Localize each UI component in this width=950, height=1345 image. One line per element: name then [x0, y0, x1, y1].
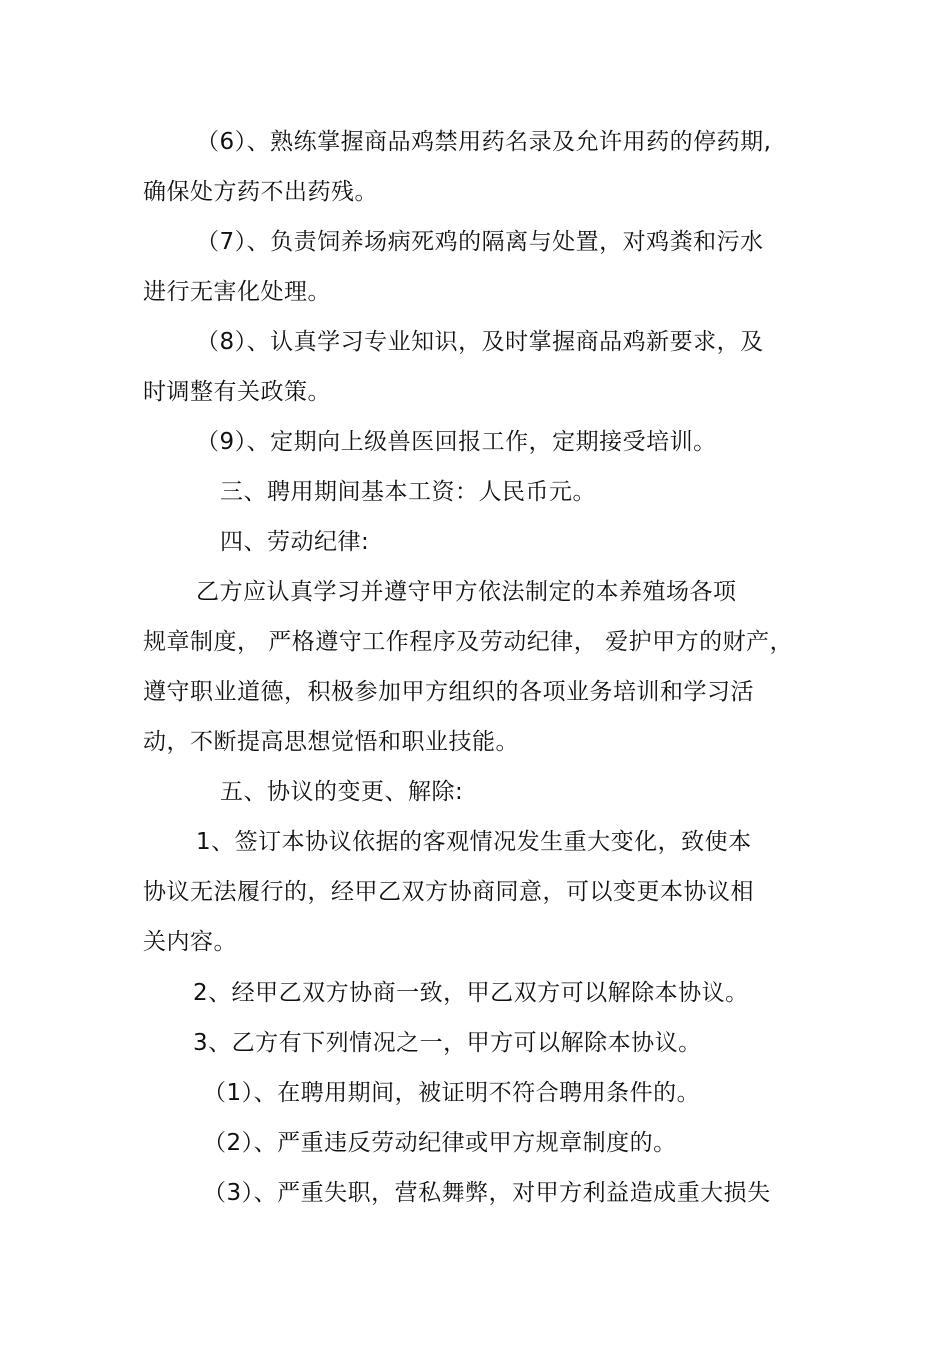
section-heading: 三、聘用期间基本工资：人民币元。 — [220, 479, 596, 505]
text-line: 进行无害化处理。 — [143, 279, 331, 305]
text-line: 2、经甲乙双方协商一致，甲乙双方可以解除本协议。 — [193, 980, 749, 1006]
text-line: （2）、严重违反劳动纪律或甲方规章制度的。 — [203, 1130, 677, 1156]
text-line: 乙方应认真学习并遵守甲方依法制定的本养殖场各项 — [196, 579, 737, 605]
text-line: 规章制度， 严格遵守工作程序及劳动纪律， 爱护甲方的财产， — [143, 629, 794, 655]
text-line: （6）、熟练掌握商品鸡禁用药名录及允许用药的停药期, — [196, 129, 772, 155]
text-line: 关内容。 — [143, 929, 237, 955]
text-line: （7）、负责饲养场病死鸡的隔离与处置，对鸡粪和污水 — [196, 229, 764, 255]
text-line: （9）、定期向上级兽医回报工作，定期接受培训。 — [196, 429, 717, 455]
text-line: （3）、严重失职，营私舞弊，对甲方利益造成重大损失 — [203, 1180, 771, 1206]
text-line: 协议无法履行的，经甲乙双方协商同意，可以变更本协议相 — [143, 879, 754, 905]
text-line: 3、乙方有下列情况之一，甲方可以解除本协议。 — [193, 1030, 702, 1056]
section-heading: 四、劳动纪律: — [220, 529, 370, 555]
text-line: 确保处方药不出药残。 — [143, 179, 378, 205]
text-line: （1）、在聘用期间，被证明不符合聘用条件的。 — [203, 1080, 701, 1106]
text-line: 动，不断提高思想觉悟和职业技能。 — [143, 729, 519, 755]
text-line: 1、签订本协议依据的客观情况发生重大变化，致使本 — [196, 829, 752, 855]
text-line: （8）、认真学习专业知识，及时掌握商品鸡新要求，及 — [196, 329, 764, 355]
section-heading: 五、协议的变更、解除: — [220, 779, 464, 805]
text-line: 遵守职业道德，积极参加甲方组织的各项业务培训和学习活 — [143, 679, 754, 705]
text-line: 时调整有关政策。 — [143, 379, 331, 405]
